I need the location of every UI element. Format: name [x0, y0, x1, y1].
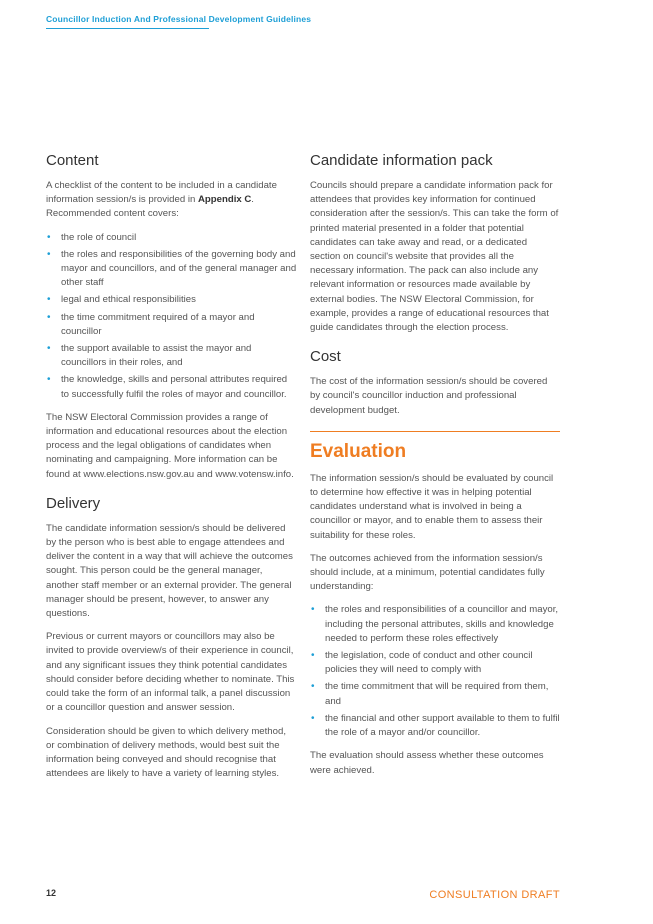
bullet-icon: •: [311, 650, 315, 662]
bullet-icon: •: [311, 712, 315, 724]
evaluation-paragraph: The outcomes achieved from the information session/s should include, at a minimum, potential candidates fully understanding:: [310, 552, 545, 593]
right-column: [310, 152, 560, 787]
list-item: [310, 603, 560, 646]
delivery-paragraph: The candidate information session/s should be delivered by the person who is best able to engage attendees and deliver the content in a way that will achieve the outcomes sought. This person could be the general manager, another staff member or an external provider. The general manager should be present, however, to answer any questions.: [46, 522, 293, 620]
list-item: [46, 373, 297, 401]
bullet-icon: •: [47, 248, 51, 260]
list-item: [46, 342, 297, 370]
delivery-heading: Delivery: [46, 494, 101, 512]
delivery-paragraph: Consideration should be given to which delivery method, or combination of delivery methods, would best suit the information being conveyed and should recognise that attendees are likely to have a variety of learning styles.: [46, 725, 286, 780]
bullet-icon: •: [47, 311, 51, 323]
evaluation-paragraph: The information session/s should be evaluated by council to determine how effective it was in helping potential candidates understand what is involved in being a councillor or mayor, and to enable them to assess their suitability for these roles.: [310, 472, 554, 541]
content-intro-text: A checklist of the content to be included in a candidate information session/s is provided in: [46, 180, 277, 206]
page-number: 12: [46, 888, 57, 898]
list-item: [310, 680, 560, 708]
list-item: [46, 311, 297, 339]
cost-section: [310, 348, 560, 418]
list-item-text: the time commitment required of a mayor and councillor: [61, 311, 255, 337]
bullet-icon: •: [47, 343, 51, 355]
delivery-paragraph: Previous or current mayors or councillors may also be invited to provide overview/s of their experience in council, and any significant issues they think potential candidates should consider before deciding whether to nominate. This could take the form of an informal talk, a panel discussion or a councillor question and answer session.: [46, 631, 295, 714]
list-item: [46, 248, 297, 291]
list-item: [46, 293, 297, 307]
content-intro: [46, 179, 297, 222]
list-item-text: legal and ethical responsibilities: [61, 294, 196, 306]
delivery-section: [46, 495, 297, 781]
electoral-commission-paragraph: The NSW Electoral Commission provides a range of information and educational resources about the election process and the legal obligations of candidates when nominating and campaigning. More information can be found at www.elections.nsw.gov.au and www.votensw.info.: [46, 411, 294, 480]
list-item-text: the roles and responsibilities of a councillor and mayor, including the personal attributes, skills and knowledge needed to perform these roles effectively: [325, 604, 559, 644]
evaluation-heading: Evaluation: [310, 440, 407, 462]
section-divider: [310, 431, 560, 432]
draft-label: CONSULTATION DRAFT: [429, 889, 560, 901]
bullet-icon: •: [47, 294, 51, 306]
content-list: [46, 231, 297, 402]
list-item-text: the knowledge, skills and personal attributes required to successfully fulfil the roles of mayor and councillor.: [61, 374, 288, 400]
list-item: [46, 231, 297, 245]
content-heading: Content: [46, 152, 99, 169]
bullet-icon: •: [47, 231, 51, 243]
content-section: [46, 152, 297, 482]
list-item-text: the legislation, code of conduct and other council policies they will need to comply with: [325, 650, 533, 676]
bullet-icon: •: [311, 681, 315, 693]
appendix-reference: Appendix C: [197, 194, 252, 206]
cost-paragraph: The cost of the information session/s should be covered by council's councillor induction and professional development budget.: [310, 376, 548, 416]
bullet-icon: •: [311, 604, 315, 616]
list-item-text: the time commitment that will be required from them, and: [325, 681, 549, 707]
candidate-pack-section: [310, 152, 560, 335]
list-item-text: the role of council: [61, 231, 137, 243]
left-column: [46, 152, 297, 790]
content-intro-text-end: . Recommended content covers:: [46, 194, 254, 220]
header-rule: [46, 28, 209, 29]
list-item-text: the financial and other support available to them to fulfil the role of a mayor and/or councillor.: [325, 712, 560, 739]
evaluation-paragraph: The evaluation should assess whether these outcomes were achieved.: [310, 750, 544, 776]
list-item: [310, 649, 560, 677]
running-header: Councillor Induction And Professional Development Guidelines: [46, 14, 312, 24]
list-item-text: the roles and responsibilities of the governing body and mayor and councillors, and of the general manager and other staff: [61, 248, 297, 289]
cost-heading: Cost: [310, 348, 341, 366]
evaluation-list: [310, 603, 560, 740]
list-item-text: the support available to assist the mayor and councillors in their roles, and: [61, 343, 252, 369]
list-item: [310, 712, 560, 740]
candidate-pack-paragraph: Councils should prepare a candidate information pack for attendees that provides key information for continued consideration after the session/s. This can take the form of printed material presented in a folder that potential candidates can take away and read, or a dedicated section on council's website that provides all the necessary information. The pack can also include any relevant information or resources made available by external bodies. The NSW Electoral Commission, for example, provides a range of educational resources that guide candidates through the election process.: [310, 180, 559, 334]
candidate-pack-heading: Candidate information pack: [310, 152, 493, 169]
bullet-icon: •: [47, 374, 51, 386]
evaluation-section: [310, 440, 560, 778]
